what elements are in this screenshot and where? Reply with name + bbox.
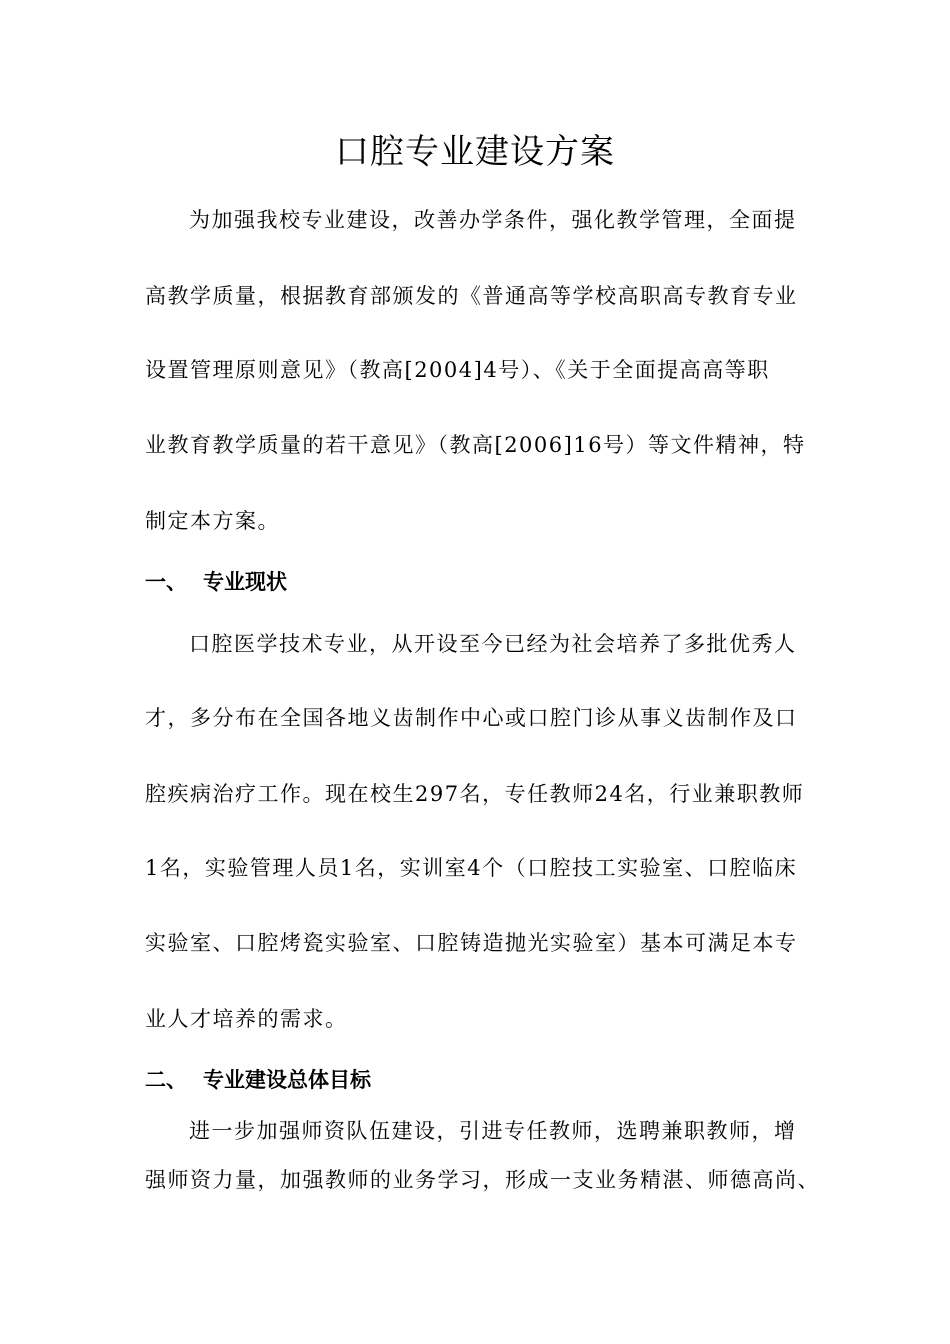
intro-line-2: 高教学质量，根据教育部颁发的《普通高等学校高职高专教育专业 [145,284,798,308]
section-1-line-1: 口腔医学技术专业，从开设至今已经为社会培养了多批优秀人 [189,632,797,656]
intro-line-5: 制定本方案。 [145,509,280,533]
section-1-line-6: 业人才培养的需求。 [145,1007,348,1031]
intro-line-1: 为加强我校专业建设，改善办学条件，强化教学管理，全面提 [189,208,797,232]
section-1-line-4: 1名，实验管理人员1名，实训室4个（口腔技工实验室、口腔临床 [145,856,798,880]
section-2-number: 二、 [145,1068,187,1092]
section-2-line-1: 进一步加强师资队伍建设，引进专任教师，选聘兼职教师，增 [189,1119,797,1143]
section-1-line-2: 才，多分布在全国各地义齿制作中心或口腔门诊从事义齿制作及口 [145,706,798,730]
section-2-title: 专业建设总体目标 [203,1068,371,1092]
section-1-line-5: 实验室、口腔烤瓷实验室、口腔铸造抛光实验室）基本可满足本专 [145,931,798,955]
section-1-heading [145,567,287,597]
intro-line-4: 业教育教学质量的若干意见》（教高[2006]16号）等文件精神，特 [145,433,806,457]
section-1-line-3: 腔疾病治疗工作。现在校生297名，专任教师24名，行业兼职教师 [145,782,805,806]
section-2-heading [145,1065,371,1095]
section-1-number: 一、 [145,570,187,594]
document-title: 口腔专业建设方案 [335,132,615,172]
section-2-line-2: 强师资力量，加强教师的业务学习，形成一支业务精湛、师德高尚、 [145,1168,820,1192]
section-1-title: 专业现状 [203,570,287,594]
intro-line-3: 设置管理原则意见》（教高[2004]4号）、《关于全面提高高等职 [145,358,770,382]
